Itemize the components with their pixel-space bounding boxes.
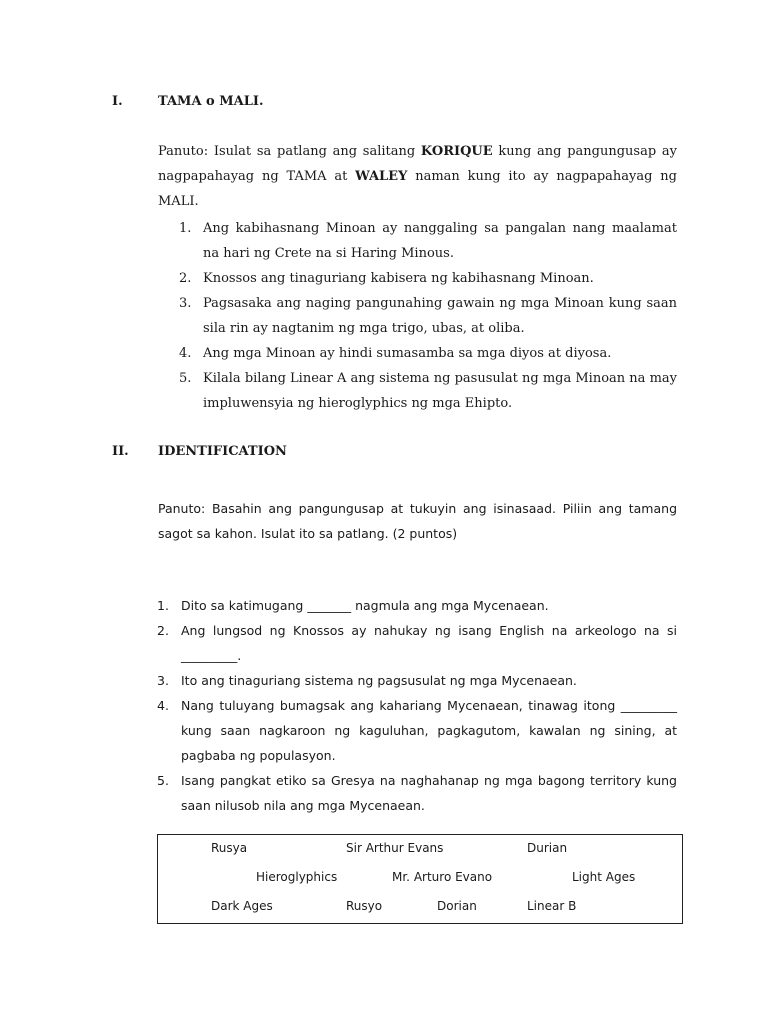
choice-rusyo: Rusyo	[346, 899, 383, 913]
item-number: 1.	[179, 221, 192, 236]
item-number: 1.	[157, 598, 169, 613]
choice-durian: Durian	[527, 841, 568, 855]
item-text: Knossos ang tinaguriang kabisera ng kabihasnang Minoan.	[203, 271, 594, 286]
item-text: Ang mga Minoan ay hindi sumasamba sa mga diyos at diyosa.	[203, 346, 612, 361]
choice-mr-arturo-evano: Mr. Arturo Evano	[392, 870, 493, 884]
list-item	[179, 366, 677, 416]
choice-dark-ages: Dark Ages	[211, 899, 273, 913]
item-text: Dito sa katimugang _______ nagmula ang mga Mycenaean.	[181, 598, 549, 613]
list-item	[157, 668, 677, 693]
list-item	[157, 693, 677, 768]
item-number: 2.	[157, 623, 169, 638]
item-text: Pagsasaka ang naging pangunahing gawain ng mga Minoan kung saan sila rin ay nagtanim ng mga trigo, ubas, at oliba.	[203, 296, 677, 336]
list-item	[179, 291, 677, 341]
section-2-title: IDENTIFICATION	[158, 444, 287, 459]
instruction-text-prefix: Panuto: Isulat sa patlang ang salitang	[158, 144, 421, 159]
keyword-waley: WALEY	[355, 169, 408, 184]
item-text: Nang tuluyang bumagsak ang kahariang Mycenaean, tinawag itong _________ kung saan nagkaroon ng kaguluhan, pagkagutom, kawalan ng sining, at pagbaba ng populasyon.	[181, 698, 677, 763]
keyword-korique: KORIQUE	[420, 144, 493, 159]
list-item	[179, 341, 677, 366]
item-text: Ito ang tinaguriang sistema ng pagsusulat ng mga Mycenaean.	[181, 673, 577, 688]
choice-hieroglyphics: Hieroglyphics	[256, 870, 338, 884]
list-item	[157, 618, 677, 668]
instruction-text-suffix: naman kung ito ay nagpapahayag ng MALI.	[158, 169, 677, 209]
item-text: Kilala bilang Linear A ang sistema ng pasusulat ng mga Minoan na may impluwensyia ng hieroglyphics ng mga Ehipto.	[203, 371, 677, 411]
item-number: 5.	[179, 371, 192, 386]
section-1-number: I.	[112, 94, 123, 109]
instruction-text-middle: kung ang pangungusap ay nagpapahayag ng TAMA at	[158, 144, 677, 184]
list-item	[179, 216, 677, 266]
list-item	[179, 266, 677, 291]
section-2-items	[157, 593, 677, 818]
section-1-items	[179, 216, 677, 416]
choice-rusya: Rusya	[211, 841, 248, 855]
item-text: Ang kabihasnang Minoan ay nanggaling sa pangalan nang maalamat na hari ng Crete na si Haring Minous.	[203, 221, 677, 261]
choice-linear-b: Linear B	[527, 899, 577, 913]
section-1-instruction	[158, 139, 677, 214]
item-number: 2.	[179, 271, 192, 286]
list-item	[157, 768, 677, 818]
choice-light-ages: Light Ages	[572, 870, 636, 884]
item-number: 5.	[157, 773, 169, 788]
section-2-number: II.	[112, 444, 129, 459]
item-number: 4.	[157, 698, 169, 713]
choice-dorian: Dorian	[437, 899, 477, 913]
section-2-instruction: Panuto: Basahin ang pangungusap at tukuyin ang isinasaad. Piliin ang tamang sagot sa kahon. Isulat ito sa patlang. (2 puntos)	[158, 501, 677, 541]
item-text: Ang lungsod ng Knossos ay nahukay ng isang English na arkeologo na si _________.	[181, 623, 677, 663]
choice-sir-arthur-evans: Sir Arthur Evans	[346, 841, 444, 855]
list-item	[157, 593, 677, 618]
item-number: 3.	[157, 673, 169, 688]
answer-choices-box	[157, 834, 683, 924]
item-number: 3.	[179, 296, 192, 311]
item-text: Isang pangkat etiko sa Gresya na naghahanap ng mga bagong territory kung saan nilusob nila ang mga Mycenaean.	[181, 773, 677, 813]
section-1-title: TAMA o MALI.	[158, 94, 264, 109]
item-number: 4.	[179, 346, 192, 361]
